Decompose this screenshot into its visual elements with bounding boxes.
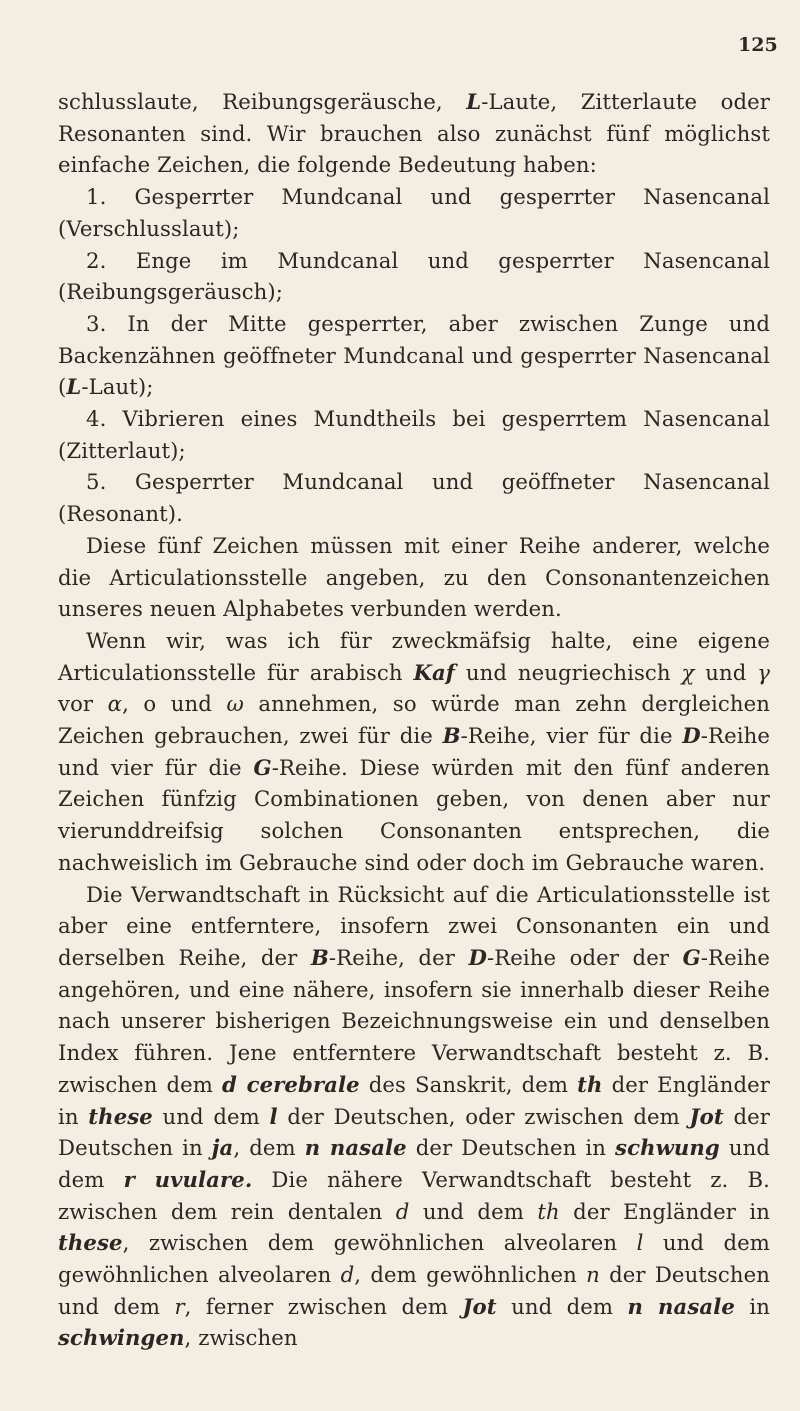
list-item-3: 3. In der Mitte gesperrter, aber zwischen Zunge und Backenzähnen geöffneter Mundcanal und gesperrter Nasencanal (L-Laut); [58,310,770,400]
list-item-2: 2. Enge im Mundcanal und gesperrter Nasencanal (Reibungsgeräusch); [58,247,770,305]
list-item-1: 1. Gesperrter Mundcanal und gesperrter Nasencanal (Verschlusslaut); [58,184,770,241]
list-item-5: 5. Gesperrter Mundcanal und geöffneter Nasencanal (Resonant). [58,469,770,527]
paragraph-3: Wenn wir, was ich für zweckmäfsig halte, eine eigene Articulationsstelle für arabisch Kaf und neugriechisch χ und γ vor α, o und ω annehmen, so würde man zehn dergleichen Zeichen gebrauchen, zwei für die B-Reihe, vier für die D-Reihe und vier für die G-Reihe. Diese würden mit den fünf anderen Zeichen fünfzig Combinationen geben, von denen aber nur vierunddreifsig solchen Consonanten entsprechen, die nachweislich im Gebrauche sind oder doch im Gebrauche waren. [58,627,770,875]
paragraph-continuation: schlusslaute, Reibungsgeräusche, L-Laute, Zitterlaute oder Resonanten sind. Wir brauchen also zunächst fünf möglichst einfache Zeichen, die folgende Bedeutung haben: [58,89,770,178]
page-number: 125 [738,34,778,56]
paragraph-4: Die Verwandtschaft in Rücksicht auf die Articulationsstelle ist aber eine entferntere, insofern zwei Consonanten ein und derselben Reihe, der B-Reihe, der D-Reihe oder der G-Reihe angehören, und eine nähere, insofern sie innerhalb dieser Reihe nach unserer bisherigen Bezeichnungsweise ein und denselben Index führen. Jene entferntere Verwandtschaft besteht z. B. zwischen dem d cerebrale des Sanskrit, dem th der Engländer in these und dem l der Deutschen, oder zwischen dem Jot der Deutschen in ja, dem n nasale der Deutschen in schwung und dem r uvulare. Die nähere Verwandtschaft besteht z. B. zwischen dem rein dentalen d und dem th der Engländer in these, zwischen dem gewöhnlichen alveolaren l und dem gewöhnlichen alveolaren d, dem gewöhnlichen n der Deutschen und dem r, ferner zwischen dem Jot und dem n nasale in schwingen, zwischen [58,881,771,1351]
paragraph-2: Diese fünf Zeichen müssen mit einer Reihe anderer, welche die Articulationsstelle angeben, zu den Consonantenzeichen unseres neuen Alphabetes verbunden werden. [58,532,770,622]
list-item-4: 4. Vibrieren eines Mundtheils bei gesperrtem Nasencanal (Zitterlaut); [58,406,770,463]
body-text [58,86,770,1354]
